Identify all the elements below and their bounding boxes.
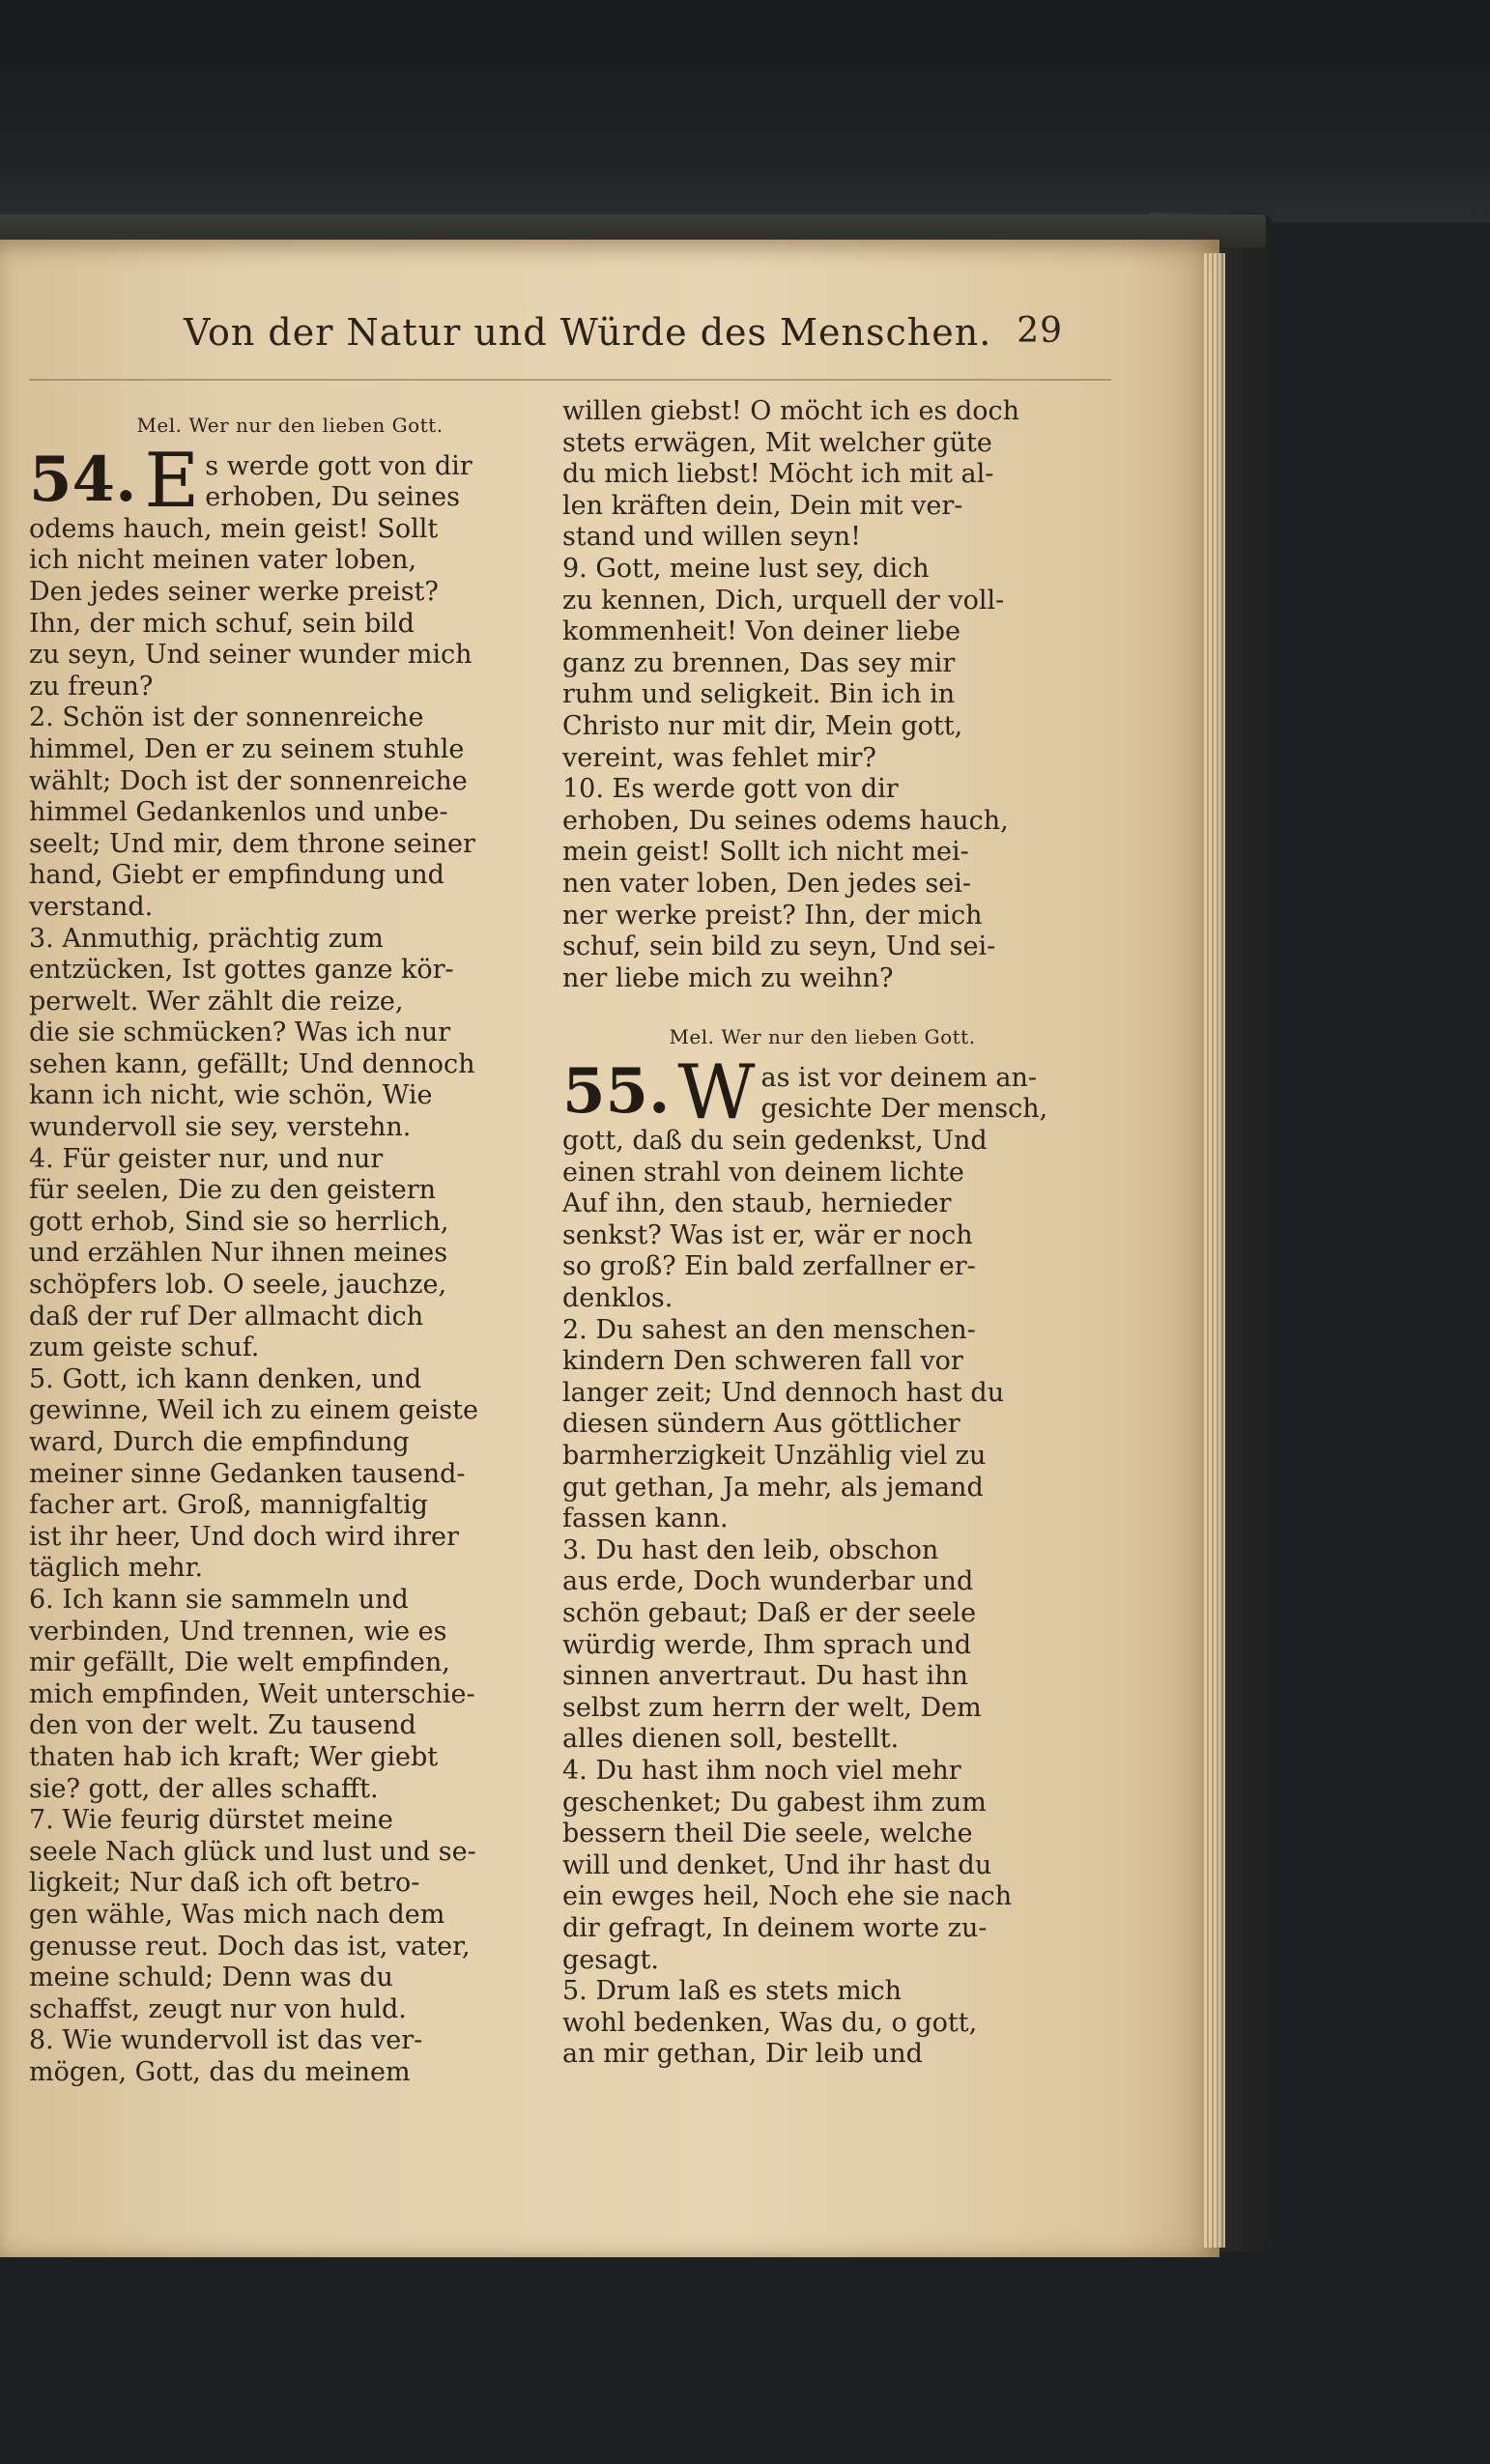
- text-line: schöpfers lob. O seele, jauchze,: [29, 1270, 447, 1301]
- hymn-opening: [761, 1061, 1082, 1126]
- text-line: zu kennen, Dich, urquell der voll-: [562, 585, 1005, 616]
- text-line: wählt; Doch ist der sonnenreiche: [29, 765, 468, 796]
- text-line: 4. Du hast ihm noch viel mehr: [562, 1755, 961, 1786]
- text-line: wohl bedenken, Was du, o gott,: [562, 2007, 978, 2038]
- text-line: senkst? Was ist er, wär er noch: [562, 1219, 973, 1250]
- text-line: ner werke preist? Ihn, der mich: [562, 900, 983, 931]
- text-line: erhoben, Du seines odems hauch,: [562, 805, 1009, 836]
- text-line: sinnen anvertraut. Du hast ihn: [562, 1661, 968, 1692]
- text-line: gesagt.: [562, 1944, 659, 1975]
- text-line: bessern theil Die seele, welche: [562, 1819, 973, 1849]
- text-line: kindern Den schweren fall vor: [562, 1346, 963, 1377]
- text-line: odems hauch, mein geist! Sollt: [29, 513, 439, 544]
- text-line: kommenheit! Von deiner liebe: [562, 616, 960, 647]
- text-line: einen strahl von deinem lichte: [562, 1157, 964, 1188]
- text-line: mich empfinden, Weit unterschie-: [29, 1678, 475, 1709]
- text-line: himmel Gedankenlos und unbe-: [29, 797, 448, 828]
- text-line: ist ihr heer, Und doch wird ihrer: [29, 1521, 459, 1552]
- text-line: denklos.: [562, 1283, 673, 1314]
- text-line: langer zeit; Und dennoch hast du: [562, 1377, 1005, 1408]
- text-line: 6. Ich kann sie sammeln und: [29, 1584, 409, 1615]
- header-divider: [29, 379, 1111, 381]
- text-line: 5. Drum laß es stets mich: [562, 1976, 902, 2007]
- text-line: meine schuld; Denn was du: [29, 1963, 393, 1993]
- left-column: [29, 404, 551, 2088]
- text-line: as ist vor deinem an-: [760, 1062, 1038, 1093]
- text-line: entzücken, Ist gottes ganze kör-: [29, 955, 454, 986]
- page-number: 29: [1017, 311, 1063, 351]
- text-line: sie? gott, der alles schafft.: [29, 1773, 379, 1804]
- text-line: stand und willen seyn!: [562, 522, 861, 553]
- hymn-heading: [29, 437, 551, 525]
- text-line: selbst zum herrn der welt, Dem: [562, 1692, 982, 1723]
- text-line: Auf ihn, den staub, hernieder: [562, 1189, 952, 1219]
- text-line: nen vater loben, Den jedes sei-: [562, 868, 971, 899]
- text-line: kann ich nicht, wie schön, Wie: [29, 1080, 433, 1111]
- text-line: ruhm und seligkeit. Bin ich in: [562, 679, 956, 710]
- text-line: ligkeit; Nur daß ich oft betro-: [29, 1868, 420, 1899]
- text-line: daß der ruf Der allmacht dich: [29, 1301, 424, 1332]
- hymn-opening: [205, 449, 551, 514]
- text-line: verstand.: [29, 891, 154, 922]
- text-line: 2. Schön ist der sonnenreiche: [29, 702, 424, 733]
- text-line: ich nicht meinen vater loben,: [29, 545, 417, 576]
- text-line: 8. Wie wundervoll ist das ver-: [29, 2025, 423, 2056]
- text-line: ward, Durch die empfindung: [29, 1427, 410, 1457]
- running-title: Von der Natur und Würde des Menschen.: [184, 311, 992, 354]
- text-line: will und denket, Und ihr hast du: [562, 1849, 992, 1880]
- hymn-continuation: [562, 396, 1082, 994]
- text-line: sehen kann, gefällt; Und dennoch: [29, 1048, 475, 1079]
- text-line: zu seyn, Und seiner wunder mich: [29, 640, 473, 671]
- text-line: schuf, sein bild zu seyn, Und sei-: [562, 931, 996, 962]
- text-line: 3. Anmuthig, prächtig zum: [29, 923, 384, 954]
- text-line: thaten hab ich kraft; Wer giebt: [29, 1741, 439, 1772]
- text-line: zu freun?: [29, 671, 154, 702]
- text-line: meiner sinne Gedanken tausend-: [29, 1458, 466, 1489]
- text-line: aus erde, Doch wunderbar und: [562, 1566, 974, 1597]
- text-line: an mir gethan, Dir leib und: [562, 2039, 923, 2070]
- text-line: gott erhob, Sind sie so herrlich,: [29, 1206, 449, 1237]
- text-line: zum geiste schuf.: [29, 1332, 260, 1363]
- text-line: seele Nach glück und lust und se-: [29, 1836, 476, 1867]
- text-line: Ihn, der mich schuf, sein bild: [29, 608, 415, 639]
- text-line: ein ewges heil, Noch ehe sie nach: [562, 1881, 1013, 1912]
- text-line: geschenket; Du gabest ihm zum: [562, 1787, 987, 1818]
- text-line: würdig werde, Ihm sprach und: [562, 1629, 972, 1660]
- text-line: mir gefällt, Die welt empfinden,: [29, 1647, 450, 1678]
- text-line: den von der welt. Zu tausend: [29, 1710, 416, 1741]
- text-line: wundervoll sie sey, verstehn.: [29, 1112, 412, 1143]
- text-line: barmherzigkeit Unzählig viel zu: [562, 1441, 987, 1471]
- text-line: Den jedes seiner werke preist?: [29, 576, 439, 607]
- text-line: stets erwägen, Mit welcher güte: [562, 427, 992, 458]
- text-line: himmel, Den er zu seinem stuhle: [29, 733, 465, 764]
- text-line: mögen, Gott, das du meinem: [29, 2056, 411, 2087]
- text-line: schaffst, zeugt nur von huld.: [29, 1993, 407, 2024]
- text-line: perwelt. Wer zählt die reize,: [29, 986, 404, 1017]
- hymn-body: [29, 514, 551, 2089]
- text-line: gen wähle, Was mich nach dem: [29, 1899, 445, 1930]
- text-line: diesen sündern Aus göttlicher: [562, 1409, 960, 1440]
- text-line: so groß? Ein bald zerfallner er-: [562, 1251, 976, 1282]
- hymn-heading: [562, 1048, 1082, 1136]
- text-line: len kräften dein, Dein mit ver-: [562, 490, 963, 521]
- text-line: genusse reut. Doch das ist, vater,: [29, 1931, 471, 1962]
- text-line: willen giebst! O möcht ich es doch: [562, 396, 1020, 426]
- text-line: du mich liebst! Möcht ich mit al-: [562, 459, 994, 490]
- running-header: [184, 311, 1063, 365]
- text-line: dir gefragt, In deinem worte zu-: [562, 1912, 988, 1943]
- text-line: gesichte Der mensch,: [760, 1094, 1048, 1125]
- background-top: [0, 0, 1490, 222]
- text-line: gewinne, Weil ich zu einem geiste: [29, 1395, 478, 1426]
- text-line: 4. Für geister nur, und nur: [29, 1143, 384, 1174]
- text-line: mein geist! Sollt ich nicht mei-: [562, 837, 969, 868]
- text-line: vereint, was fehlet mir?: [562, 742, 876, 773]
- text-line: facher art. Groß, mannigfaltig: [29, 1490, 428, 1521]
- text-line: 3. Du hast den leib, obschon: [562, 1534, 939, 1565]
- text-line: 7. Wie feurig dürstet meine: [29, 1805, 393, 1836]
- text-line: 5. Gott, ich kann denken, und: [29, 1363, 422, 1394]
- text-line: täglich mehr.: [29, 1553, 204, 1584]
- text-line: 9. Gott, meine lust sey, dich: [562, 553, 930, 584]
- text-line: alles dienen soll, bestellt.: [562, 1724, 900, 1755]
- page-edges: [1204, 253, 1225, 2248]
- hymn-number: 55.: [562, 1054, 671, 1128]
- hymn-number: 54.: [29, 443, 137, 516]
- hymn-body: [562, 1126, 1082, 2071]
- right-column: [562, 396, 1082, 2071]
- text-line: ner liebe mich zu weihn?: [562, 962, 894, 993]
- text-line: schön gebaut; Daß er der seele: [562, 1597, 977, 1628]
- text-line: Christo nur mit dir, Mein gott,: [562, 710, 963, 741]
- text-line: hand, Giebt er empfindung und: [29, 860, 444, 891]
- text-line: seelt; Und mir, dem throne seiner: [29, 828, 475, 859]
- text-line: ganz zu brennen, Das sey mir: [562, 647, 956, 678]
- text-line: s werde gott von dir: [205, 450, 473, 481]
- drop-cap: W: [677, 1048, 756, 1136]
- text-line: fassen kann.: [562, 1504, 729, 1534]
- text-line: verbinden, Und trennen, wie es: [29, 1616, 447, 1647]
- text-line: gott, daß du sein gedenkst, Und: [562, 1126, 988, 1157]
- text-line: 2. Du sahest an den menschen-: [562, 1314, 976, 1345]
- text-line: 10. Es werde gott von dir: [562, 774, 899, 805]
- text-line: gut gethan, Ja mehr, als jemand: [562, 1472, 984, 1503]
- text-line: für seelen, Die zu den geistern: [29, 1175, 437, 1206]
- drop-cap: E: [144, 437, 200, 525]
- text-line: und erzählen Nur ihnen meines: [29, 1238, 448, 1269]
- text-line: erhoben, Du seines: [205, 482, 460, 513]
- melody-note: Mel. Wer nur den lieben Gott.: [669, 1025, 976, 1049]
- melody-note: Mel. Wer nur den lieben Gott.: [136, 414, 444, 437]
- text-line: die sie schmücken? Was ich nur: [29, 1017, 451, 1048]
